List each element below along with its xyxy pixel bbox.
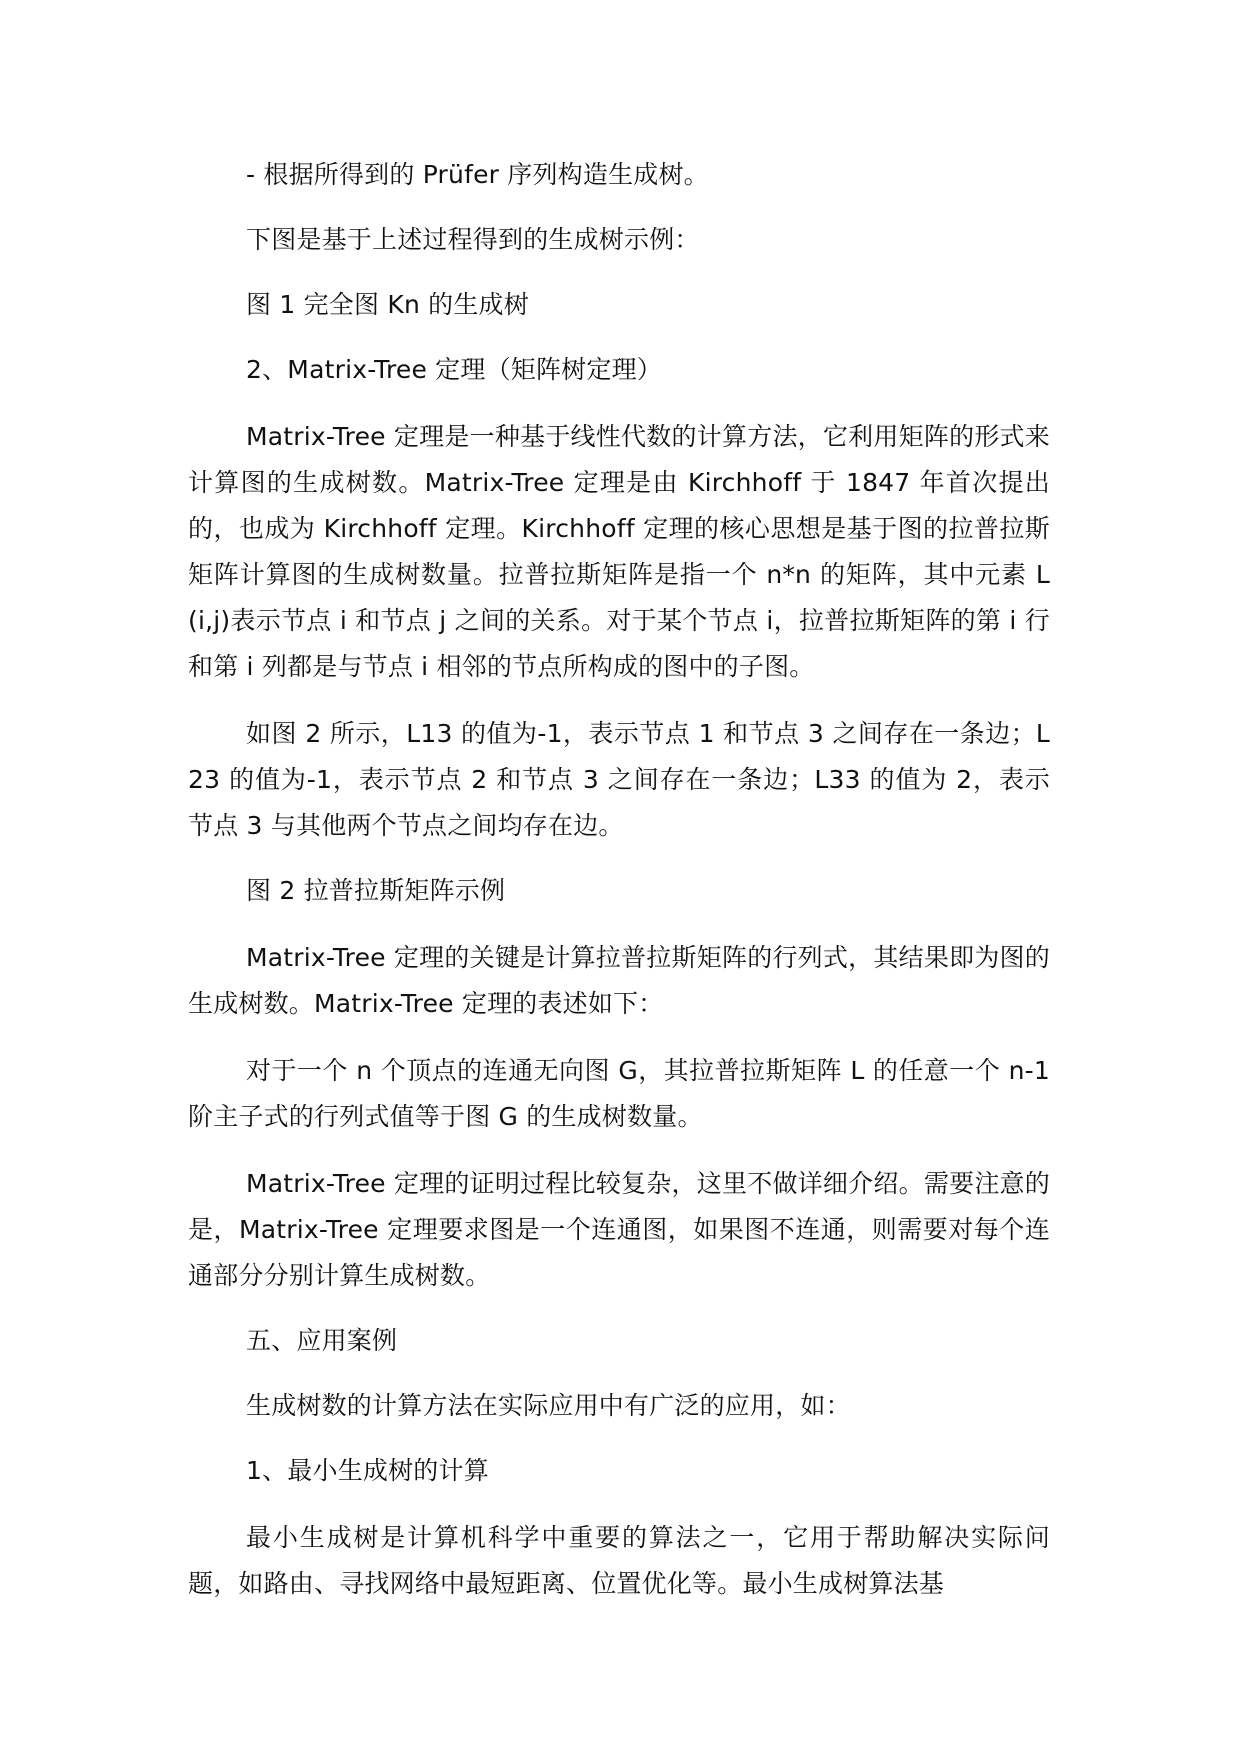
subsection-heading-mst: 1、最小生成树的计算	[246, 1456, 489, 1485]
paragraph-figure-2-explain: 如图 2 所示，L13 的值为-1，表示节点 1 和节点 3 之间存在一条边；L23 的值为-1，表示节点 2 和节点 3 之间存在一条边；L33 的值为 2，表示节点 3 与其他两个节点之间均存在边。	[188, 719, 1050, 840]
paragraph-proof-note: Matrix-Tree 定理的证明过程比较复杂，这里不做详细介绍。需要注意的是，Matrix-Tree 定理要求图是一个连通图，如果图不连通，则需要对每个连通部分分别计算生成树数。	[188, 1169, 1050, 1290]
paragraph-mst: 最小生成树是计算机科学中重要的算法之一，它用于帮助解决实际问题，如路由、寻找网络中最短距离、位置优化等。最小生成树算法基	[188, 1523, 1050, 1598]
paragraph-prufer-step: - 根据所得到的 Prüfer 序列构造生成树。	[246, 160, 709, 189]
paragraph-theorem-key: Matrix-Tree 定理的关键是计算拉普拉斯矩阵的行列式，其结果即为图的生成树数。Matrix-Tree 定理的表述如下：	[188, 943, 1050, 1018]
section-heading-matrix-tree: 2、Matrix-Tree 定理（矩阵树定理）	[246, 355, 662, 384]
figure-caption-1: 图 1 完全图 Kn 的生成树	[246, 290, 529, 319]
section-heading-applications: 五、应用案例	[246, 1326, 398, 1355]
document-body	[188, 152, 1050, 1607]
paragraph-applications-intro: 生成树数的计算方法在实际应用中有广泛的应用，如：	[246, 1391, 851, 1420]
paragraph-figure-intro: 下图是基于上述过程得到的生成树示例：	[246, 225, 700, 254]
paragraph-theorem-statement: 对于一个 n 个顶点的连通无向图 G，其拉普拉斯矩阵 L 的任意一个 n-1 阶主子式的行列式值等于图 G 的生成树数量。	[188, 1056, 1050, 1131]
figure-caption-2: 图 2 拉普拉斯矩阵示例	[246, 876, 506, 905]
paragraph-matrix-tree-intro: Matrix-Tree 定理是一种基于线性代数的计算方法，它利用矩阵的形式来计算图的生成树数。Matrix-Tree 定理是由 Kirchhoff 于 1847 年首次提出的，也成为 Kirchhoff 定理。Kirchhoff 定理的核心思想是基于图的拉普拉斯矩阵计算图的生成树数量。拉普拉斯矩阵是指一个 n*n 的矩阵，其中元素 L(i,j)表示节点 i 和节点 j 之间的关系。对于某个节点 i，拉普拉斯矩阵的第 i 行和第 i 列都是与节点 i 相邻的节点所构成的图中的子图。	[188, 422, 1050, 681]
